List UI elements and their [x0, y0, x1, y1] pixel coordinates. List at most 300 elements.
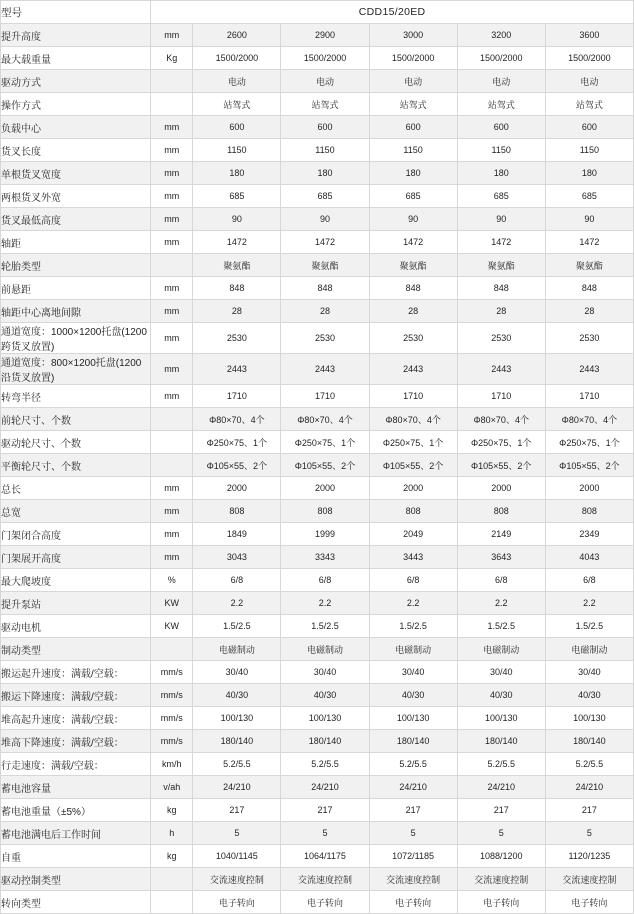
row-value: Φ105×55、2个	[369, 454, 457, 477]
row-value: 1150	[457, 139, 545, 162]
row-value: Φ250×75、1个	[281, 431, 369, 454]
row-value: 1072/1185	[369, 845, 457, 868]
row-value: 685	[193, 185, 281, 208]
row-unit: Kg	[151, 47, 193, 70]
table-row	[1, 546, 634, 569]
row-value: 电子转向	[369, 891, 457, 914]
row-value: 180	[457, 162, 545, 185]
row-unit: v/ah	[151, 776, 193, 799]
row-value: 2000	[457, 477, 545, 500]
row-value: Φ105×55、2个	[281, 454, 369, 477]
row-value: Φ80×70、4个	[281, 408, 369, 431]
row-value: 180/140	[193, 730, 281, 753]
row-value: 848	[193, 277, 281, 300]
row-unit	[151, 431, 193, 454]
row-value: 2530	[193, 323, 281, 354]
row-label: 两根货叉外宽	[1, 185, 151, 208]
row-label: 负载中心	[1, 116, 151, 139]
row-unit	[151, 70, 193, 93]
row-value: 685	[369, 185, 457, 208]
row-label: 轴距	[1, 231, 151, 254]
row-value: 685	[545, 185, 633, 208]
row-value: 1472	[457, 231, 545, 254]
row-value: 聚氨酯	[369, 254, 457, 277]
row-label: 前悬距	[1, 277, 151, 300]
table-row	[1, 707, 634, 730]
row-value: 交流速度控制	[369, 868, 457, 891]
row-unit	[151, 93, 193, 116]
row-value: 1849	[193, 523, 281, 546]
row-value: 2900	[281, 24, 369, 47]
row-label: 平衡轮尺寸、个数	[1, 454, 151, 477]
row-unit: KW	[151, 592, 193, 615]
row-label: 驱动轮尺寸、个数	[1, 431, 151, 454]
row-unit: mm	[151, 323, 193, 354]
table-row	[1, 47, 634, 70]
row-value: 24/210	[545, 776, 633, 799]
row-value: 1500/2000	[193, 47, 281, 70]
row-value: 1150	[545, 139, 633, 162]
row-value: 1710	[281, 385, 369, 408]
row-value: 217	[281, 799, 369, 822]
row-unit: mm	[151, 523, 193, 546]
row-value: 5	[281, 822, 369, 845]
row-label: 蓄电池容量	[1, 776, 151, 799]
row-label: 最大爬坡度	[1, 569, 151, 592]
row-value: 电磁制动	[281, 638, 369, 661]
row-value: 180/140	[281, 730, 369, 753]
row-unit: KW	[151, 615, 193, 638]
row-value: 28	[545, 300, 633, 323]
row-unit	[151, 254, 193, 277]
row-value: 聚氨酯	[281, 254, 369, 277]
row-label: 提升高度	[1, 24, 151, 47]
row-value: 1150	[281, 139, 369, 162]
row-value: 站驾式	[369, 93, 457, 116]
row-label: 总宽	[1, 500, 151, 523]
table-row	[1, 661, 634, 684]
row-label: 最大载重量	[1, 47, 151, 70]
row-value: 5	[369, 822, 457, 845]
row-label: 门架闭合高度	[1, 523, 151, 546]
row-label: 搬运起升速度：满载/空载：	[1, 661, 151, 684]
row-value: 600	[281, 116, 369, 139]
row-unit: mm	[151, 139, 193, 162]
row-value: 5	[193, 822, 281, 845]
row-value: 2.2	[281, 592, 369, 615]
row-value: 40/30	[457, 684, 545, 707]
row-value: 600	[545, 116, 633, 139]
row-unit: mm	[151, 208, 193, 231]
row-label: 总长	[1, 477, 151, 500]
row-value: Φ250×75、1个	[457, 431, 545, 454]
row-label: 搬运下降速度：满载/空载：	[1, 684, 151, 707]
row-unit: mm	[151, 24, 193, 47]
row-value: 30/40	[369, 661, 457, 684]
row-value: Φ105×55、2个	[193, 454, 281, 477]
row-value: 5.2/5.5	[193, 753, 281, 776]
row-value: 1472	[193, 231, 281, 254]
row-value: 2000	[193, 477, 281, 500]
row-value: 3600	[545, 24, 633, 47]
row-value: 1500/2000	[457, 47, 545, 70]
table-row	[1, 615, 634, 638]
row-value: 100/130	[193, 707, 281, 730]
table-row	[1, 776, 634, 799]
row-value: 3643	[457, 546, 545, 569]
row-value: 站驾式	[545, 93, 633, 116]
table-row	[1, 592, 634, 615]
table-row	[1, 822, 634, 845]
row-label: 蓄电池满电后工作时间	[1, 822, 151, 845]
row-label: 堆高起升速度：满载/空载：	[1, 707, 151, 730]
row-label: 操作方式	[1, 93, 151, 116]
row-value: 5.2/5.5	[369, 753, 457, 776]
row-value: 2530	[281, 323, 369, 354]
row-label: 转弯半径	[1, 385, 151, 408]
row-value: 808	[545, 500, 633, 523]
row-value: 电子转向	[457, 891, 545, 914]
row-value: 2.2	[545, 592, 633, 615]
row-value: Φ250×75、1个	[193, 431, 281, 454]
row-unit: mm/s	[151, 707, 193, 730]
row-value: 1500/2000	[545, 47, 633, 70]
row-value: 5.2/5.5	[545, 753, 633, 776]
row-value: 站驾式	[193, 93, 281, 116]
table-row	[1, 868, 634, 891]
row-unit: mm	[151, 500, 193, 523]
row-value: 1.5/2.5	[457, 615, 545, 638]
row-value: 28	[281, 300, 369, 323]
row-label: 制动类型	[1, 638, 151, 661]
table-row	[1, 354, 634, 385]
table-row	[1, 185, 634, 208]
row-value: 6/8	[457, 569, 545, 592]
row-value: 100/130	[457, 707, 545, 730]
row-value: 90	[193, 208, 281, 231]
table-row	[1, 408, 634, 431]
row-value: Φ80×70、4个	[369, 408, 457, 431]
row-value: 2.2	[457, 592, 545, 615]
row-unit: kg	[151, 799, 193, 822]
row-value: 电磁制动	[369, 638, 457, 661]
row-value: Φ250×75、1个	[369, 431, 457, 454]
row-unit: %	[151, 569, 193, 592]
row-value: 217	[457, 799, 545, 822]
row-value: 600	[369, 116, 457, 139]
row-value: 217	[193, 799, 281, 822]
row-value: 40/30	[193, 684, 281, 707]
row-value: 1500/2000	[281, 47, 369, 70]
row-value: 聚氨酯	[193, 254, 281, 277]
row-unit: mm	[151, 185, 193, 208]
row-unit: mm	[151, 385, 193, 408]
row-value: 90	[457, 208, 545, 231]
row-value: 5.2/5.5	[281, 753, 369, 776]
row-value: 1.5/2.5	[281, 615, 369, 638]
table-row	[1, 70, 634, 93]
row-value: 100/130	[545, 707, 633, 730]
row-value: 交流速度控制	[281, 868, 369, 891]
row-value: 电动	[369, 70, 457, 93]
row-value: 1710	[369, 385, 457, 408]
row-value: 5	[545, 822, 633, 845]
row-unit: mm/s	[151, 661, 193, 684]
row-value: 电磁制动	[545, 638, 633, 661]
row-unit: mm	[151, 231, 193, 254]
row-value: 180	[281, 162, 369, 185]
row-value: 1.5/2.5	[545, 615, 633, 638]
row-value: 217	[545, 799, 633, 822]
row-value: 电磁制动	[457, 638, 545, 661]
row-value: 1472	[281, 231, 369, 254]
row-value: 90	[369, 208, 457, 231]
row-value: 1710	[545, 385, 633, 408]
row-value: 2000	[369, 477, 457, 500]
row-value: 3000	[369, 24, 457, 47]
row-value: 180/140	[457, 730, 545, 753]
row-value: 100/130	[281, 707, 369, 730]
row-value: 1040/1145	[193, 845, 281, 868]
row-value: 30/40	[193, 661, 281, 684]
table-row	[1, 208, 634, 231]
row-value: 4043	[545, 546, 633, 569]
row-label: 自重	[1, 845, 151, 868]
row-value: 电子转向	[545, 891, 633, 914]
table-row	[1, 730, 634, 753]
row-value: 1064/1175	[281, 845, 369, 868]
table-row	[1, 523, 634, 546]
row-value: 5	[457, 822, 545, 845]
row-value: 电子转向	[193, 891, 281, 914]
row-value: Φ105×55、2个	[545, 454, 633, 477]
row-value: 2049	[369, 523, 457, 546]
row-label: 货叉长度	[1, 139, 151, 162]
row-value: 3343	[281, 546, 369, 569]
table-row	[1, 93, 634, 116]
row-unit: mm	[151, 116, 193, 139]
row-value: 2.2	[193, 592, 281, 615]
row-value: 808	[281, 500, 369, 523]
row-value: 28	[457, 300, 545, 323]
row-label: 前轮尺寸、个数	[1, 408, 151, 431]
table-row	[1, 753, 634, 776]
row-unit: mm	[151, 354, 193, 385]
row-value: 电子转向	[281, 891, 369, 914]
row-label: 货叉最低高度	[1, 208, 151, 231]
row-value: 2443	[457, 354, 545, 385]
row-value: 2530	[369, 323, 457, 354]
row-unit: mm/s	[151, 730, 193, 753]
row-value: 交流速度控制	[545, 868, 633, 891]
row-value: 2443	[193, 354, 281, 385]
row-value: 2000	[281, 477, 369, 500]
row-value: Φ80×70、4个	[545, 408, 633, 431]
row-value: 180/140	[545, 730, 633, 753]
row-value: 100/130	[369, 707, 457, 730]
row-value: 6/8	[545, 569, 633, 592]
row-label: 单根货叉宽度	[1, 162, 151, 185]
row-label: 行走速度：满载/空载：	[1, 753, 151, 776]
row-value: 3200	[457, 24, 545, 47]
row-value: 1088/1200	[457, 845, 545, 868]
row-value: 电动	[545, 70, 633, 93]
row-value: 30/40	[457, 661, 545, 684]
row-value: 1.5/2.5	[369, 615, 457, 638]
row-value: 848	[545, 277, 633, 300]
row-label: 门架展开高度	[1, 546, 151, 569]
row-value: 1710	[457, 385, 545, 408]
row-unit	[151, 638, 193, 661]
row-value: 40/30	[369, 684, 457, 707]
row-value: 3443	[369, 546, 457, 569]
row-value: 848	[457, 277, 545, 300]
row-value: 2530	[545, 323, 633, 354]
row-value: 交流速度控制	[193, 868, 281, 891]
row-value: 2149	[457, 523, 545, 546]
row-unit	[151, 454, 193, 477]
row-value: Φ250×75、1个	[545, 431, 633, 454]
row-value: 600	[457, 116, 545, 139]
row-value: 3043	[193, 546, 281, 569]
row-value: 1710	[193, 385, 281, 408]
model-label-cell: 型号	[1, 1, 151, 24]
row-unit: kg	[151, 845, 193, 868]
row-value: 90	[281, 208, 369, 231]
row-value: 40/30	[281, 684, 369, 707]
row-value: 电动	[193, 70, 281, 93]
row-value: 28	[193, 300, 281, 323]
table-row	[1, 385, 634, 408]
row-value: 交流速度控制	[457, 868, 545, 891]
table-row	[1, 323, 634, 354]
row-label: 堆高下降速度：满载/空载：	[1, 730, 151, 753]
table-row	[1, 477, 634, 500]
row-value: 217	[369, 799, 457, 822]
row-value: 808	[193, 500, 281, 523]
row-value: 685	[457, 185, 545, 208]
row-value: 1500/2000	[369, 47, 457, 70]
row-unit: mm/s	[151, 684, 193, 707]
table-row	[1, 569, 634, 592]
row-value: 30/40	[545, 661, 633, 684]
row-value: Φ80×70、4个	[457, 408, 545, 431]
table-row	[1, 431, 634, 454]
row-label: 蓄电池重量（±5%）	[1, 799, 151, 822]
row-label: 驱动方式	[1, 70, 151, 93]
row-value: 40/30	[545, 684, 633, 707]
row-value: 180	[369, 162, 457, 185]
row-value: 180	[545, 162, 633, 185]
table-row	[1, 891, 634, 914]
row-unit: mm	[151, 477, 193, 500]
row-label: 驱动电机	[1, 615, 151, 638]
row-value: 5.2/5.5	[457, 753, 545, 776]
table-row	[1, 231, 634, 254]
row-label: 驱动控制类型	[1, 868, 151, 891]
row-value: 2443	[545, 354, 633, 385]
row-value: 2.2	[369, 592, 457, 615]
row-value: 24/210	[369, 776, 457, 799]
row-value: 电动	[281, 70, 369, 93]
row-value: 1472	[545, 231, 633, 254]
row-value: 6/8	[193, 569, 281, 592]
row-value: 2443	[281, 354, 369, 385]
row-label: 通道宽度：800×1200托盘(1200沿货叉放置)	[1, 354, 151, 385]
row-value: 2000	[545, 477, 633, 500]
table-row	[1, 799, 634, 822]
row-value: 180	[193, 162, 281, 185]
row-label: 转向类型	[1, 891, 151, 914]
row-value: 电动	[457, 70, 545, 93]
row-value: 808	[457, 500, 545, 523]
row-value: 1999	[281, 523, 369, 546]
table-header-row	[1, 1, 634, 24]
row-unit: mm	[151, 277, 193, 300]
row-value: 电磁制动	[193, 638, 281, 661]
table-row	[1, 500, 634, 523]
row-value: 180/140	[369, 730, 457, 753]
table-row	[1, 254, 634, 277]
row-unit	[151, 868, 193, 891]
row-value: 2443	[369, 354, 457, 385]
row-value: 1472	[369, 231, 457, 254]
table-row	[1, 300, 634, 323]
row-value: 1.5/2.5	[193, 615, 281, 638]
row-value: 24/210	[193, 776, 281, 799]
row-unit: h	[151, 822, 193, 845]
row-value: Φ105×55、2个	[457, 454, 545, 477]
row-unit: mm	[151, 162, 193, 185]
row-value: 2530	[457, 323, 545, 354]
row-value: 1120/1235	[545, 845, 633, 868]
table-row	[1, 684, 634, 707]
row-value: 2600	[193, 24, 281, 47]
row-value: 600	[193, 116, 281, 139]
row-label: 轴距中心离地间隙	[1, 300, 151, 323]
row-value: 848	[281, 277, 369, 300]
table-row	[1, 638, 634, 661]
row-value: 6/8	[369, 569, 457, 592]
row-unit: mm	[151, 300, 193, 323]
row-value: 28	[369, 300, 457, 323]
row-value: 1150	[369, 139, 457, 162]
row-value: 808	[369, 500, 457, 523]
row-unit	[151, 408, 193, 431]
table-row	[1, 162, 634, 185]
row-value: Φ80×70、4个	[193, 408, 281, 431]
row-value: 聚氨酯	[545, 254, 633, 277]
row-unit: mm	[151, 546, 193, 569]
table-row	[1, 24, 634, 47]
table-row	[1, 116, 634, 139]
row-label: 轮胎类型	[1, 254, 151, 277]
table-row	[1, 454, 634, 477]
row-unit	[151, 891, 193, 914]
table-row	[1, 139, 634, 162]
row-value: 2349	[545, 523, 633, 546]
model-value-cell: CDD15/20ED	[151, 1, 634, 24]
row-value: 24/210	[281, 776, 369, 799]
row-value: 站驾式	[281, 93, 369, 116]
table-row	[1, 277, 634, 300]
row-value: 6/8	[281, 569, 369, 592]
table-row	[1, 845, 634, 868]
row-label: 提升泵站	[1, 592, 151, 615]
row-value: 30/40	[281, 661, 369, 684]
row-unit: km/h	[151, 753, 193, 776]
row-value: 聚氨酯	[457, 254, 545, 277]
